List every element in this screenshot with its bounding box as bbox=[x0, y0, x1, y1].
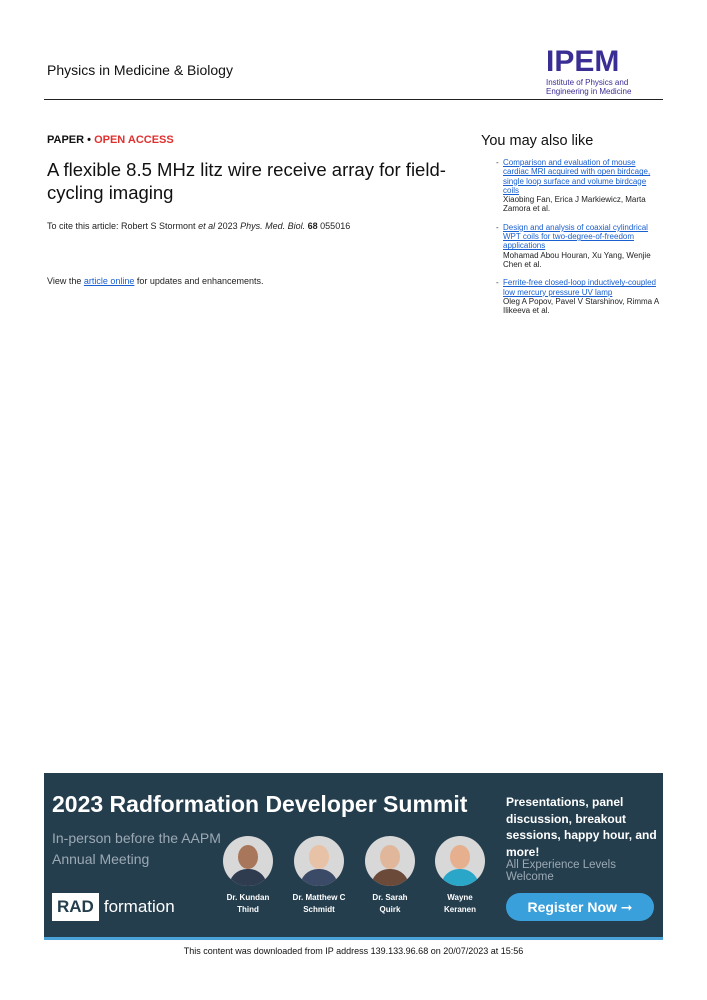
speaker-name-line1: Wayne bbox=[447, 893, 473, 902]
ipem-logo-word: IPEM bbox=[546, 45, 620, 78]
banner-features-text: Presentations, panel discussion, breakout sessions, happy hour, and more! bbox=[506, 795, 657, 859]
list-dash: - bbox=[496, 222, 499, 232]
banner-levels-text: All Experience Levels Welcome bbox=[506, 859, 616, 883]
cite-volume: 68 bbox=[307, 221, 318, 231]
speaker-photo bbox=[223, 836, 273, 886]
article-online-link[interactable]: article online bbox=[83, 276, 135, 286]
speaker bbox=[355, 836, 425, 916]
related-article-link[interactable]: Ferrite-free closed-loop inductively-coupled low mercury pressure UV lamp bbox=[503, 278, 656, 297]
banner-subtitle: In-person before the AAPM Annual Meeting bbox=[52, 830, 221, 867]
photo-face bbox=[309, 845, 329, 869]
cite-etal: et al bbox=[198, 221, 216, 231]
speaker bbox=[284, 836, 354, 916]
banner-bottom-stripe bbox=[44, 937, 663, 940]
paper-label: PAPER bbox=[47, 134, 85, 146]
speaker-name bbox=[425, 892, 495, 916]
related-list bbox=[497, 158, 662, 324]
register-now-button[interactable]: Register Now ➞ bbox=[506, 893, 654, 921]
photo-body bbox=[371, 869, 409, 886]
view-prefix: View the bbox=[47, 276, 84, 286]
speaker-name-line1: Dr. Sarah bbox=[372, 893, 408, 902]
view-suffix: for updates and enhancements. bbox=[134, 276, 264, 286]
summit-ad-banner[interactable] bbox=[44, 773, 663, 940]
cite-journal: Phys. Med. Biol. bbox=[240, 221, 306, 231]
related-item bbox=[497, 158, 662, 214]
cite-year: 2023 bbox=[215, 221, 241, 231]
banner-title: 2023 Radformation Developer Summit bbox=[52, 791, 468, 817]
related-authors: Oleg A Popov, Pavel V Starshinov, Rimma A Ilikeeva et al. bbox=[503, 296, 659, 316]
label-separator: • bbox=[84, 134, 95, 146]
speaker-name-line1: Dr. Matthew C bbox=[292, 893, 346, 902]
related-article-link[interactable]: Comparison and evaluation of mouse cardiac MRI acquired with open birdcage, single loop surface and volume birdcage coils bbox=[503, 158, 651, 195]
photo-body bbox=[300, 869, 338, 886]
speaker-photo bbox=[365, 836, 415, 886]
radformation-logo bbox=[52, 893, 175, 921]
speaker-name-line2: Schmidt bbox=[303, 905, 335, 914]
speaker-name bbox=[213, 892, 283, 916]
ipem-logo-line1: Institute of Physics and bbox=[546, 78, 629, 87]
related-authors: Mohamad Abou Houran, Xu Yang, Wenjie Chen et al. bbox=[503, 250, 651, 269]
cite-prefix: To cite this article: Robert S Stormont bbox=[47, 221, 199, 231]
related-heading: You may also like bbox=[481, 133, 594, 149]
citation-line bbox=[47, 221, 350, 231]
related-item bbox=[497, 223, 662, 269]
list-dash: - bbox=[496, 278, 499, 288]
list-dash: - bbox=[496, 158, 499, 167]
photo-face bbox=[238, 845, 258, 869]
speaker-name-line2: Keranen bbox=[443, 905, 476, 914]
ipem-logo-line2: Engineering in Medicine bbox=[546, 87, 632, 96]
header-divider bbox=[44, 99, 663, 100]
speaker-name-line2: Thind bbox=[237, 905, 259, 914]
view-online-line bbox=[47, 276, 263, 286]
related-authors: Xiaobing Fan, Erica J Markiewicz, Marta Zamora et al. bbox=[503, 195, 646, 214]
photo-face bbox=[380, 845, 400, 869]
open-access-label: OPEN ACCESS bbox=[94, 134, 174, 146]
journal-title: Physics in Medicine & Biology bbox=[47, 62, 233, 78]
speaker-name-line2: Quirk bbox=[379, 905, 401, 914]
photo-body bbox=[229, 869, 267, 886]
speaker bbox=[425, 836, 495, 916]
speaker-photo bbox=[435, 836, 485, 886]
logo-word: formation bbox=[103, 897, 175, 916]
related-item bbox=[497, 278, 662, 315]
speaker-name bbox=[284, 892, 354, 916]
photo-body bbox=[441, 869, 479, 886]
logo-box-text: RAD bbox=[52, 893, 99, 921]
article-title: A flexible 8.5 MHz litz wire receive array for field-cycling imaging bbox=[47, 159, 446, 203]
photo-face bbox=[450, 845, 470, 869]
related-article-link[interactable]: Design and analysis of coaxial cylindrical WPT coils for two-degree-of-freedom applications bbox=[503, 222, 648, 251]
speaker bbox=[213, 836, 283, 916]
cite-number: 055016 bbox=[317, 221, 351, 231]
speaker-name-line1: Dr. Kundan bbox=[226, 893, 270, 902]
article-type-label bbox=[47, 134, 174, 146]
speaker-photo bbox=[294, 836, 344, 886]
ipem-logo[interactable] bbox=[546, 47, 656, 96]
download-note: This content was downloaded from IP address 139.133.96.68 on 20/07/2023 at 15:56 bbox=[183, 946, 524, 956]
speaker-name bbox=[355, 892, 425, 916]
